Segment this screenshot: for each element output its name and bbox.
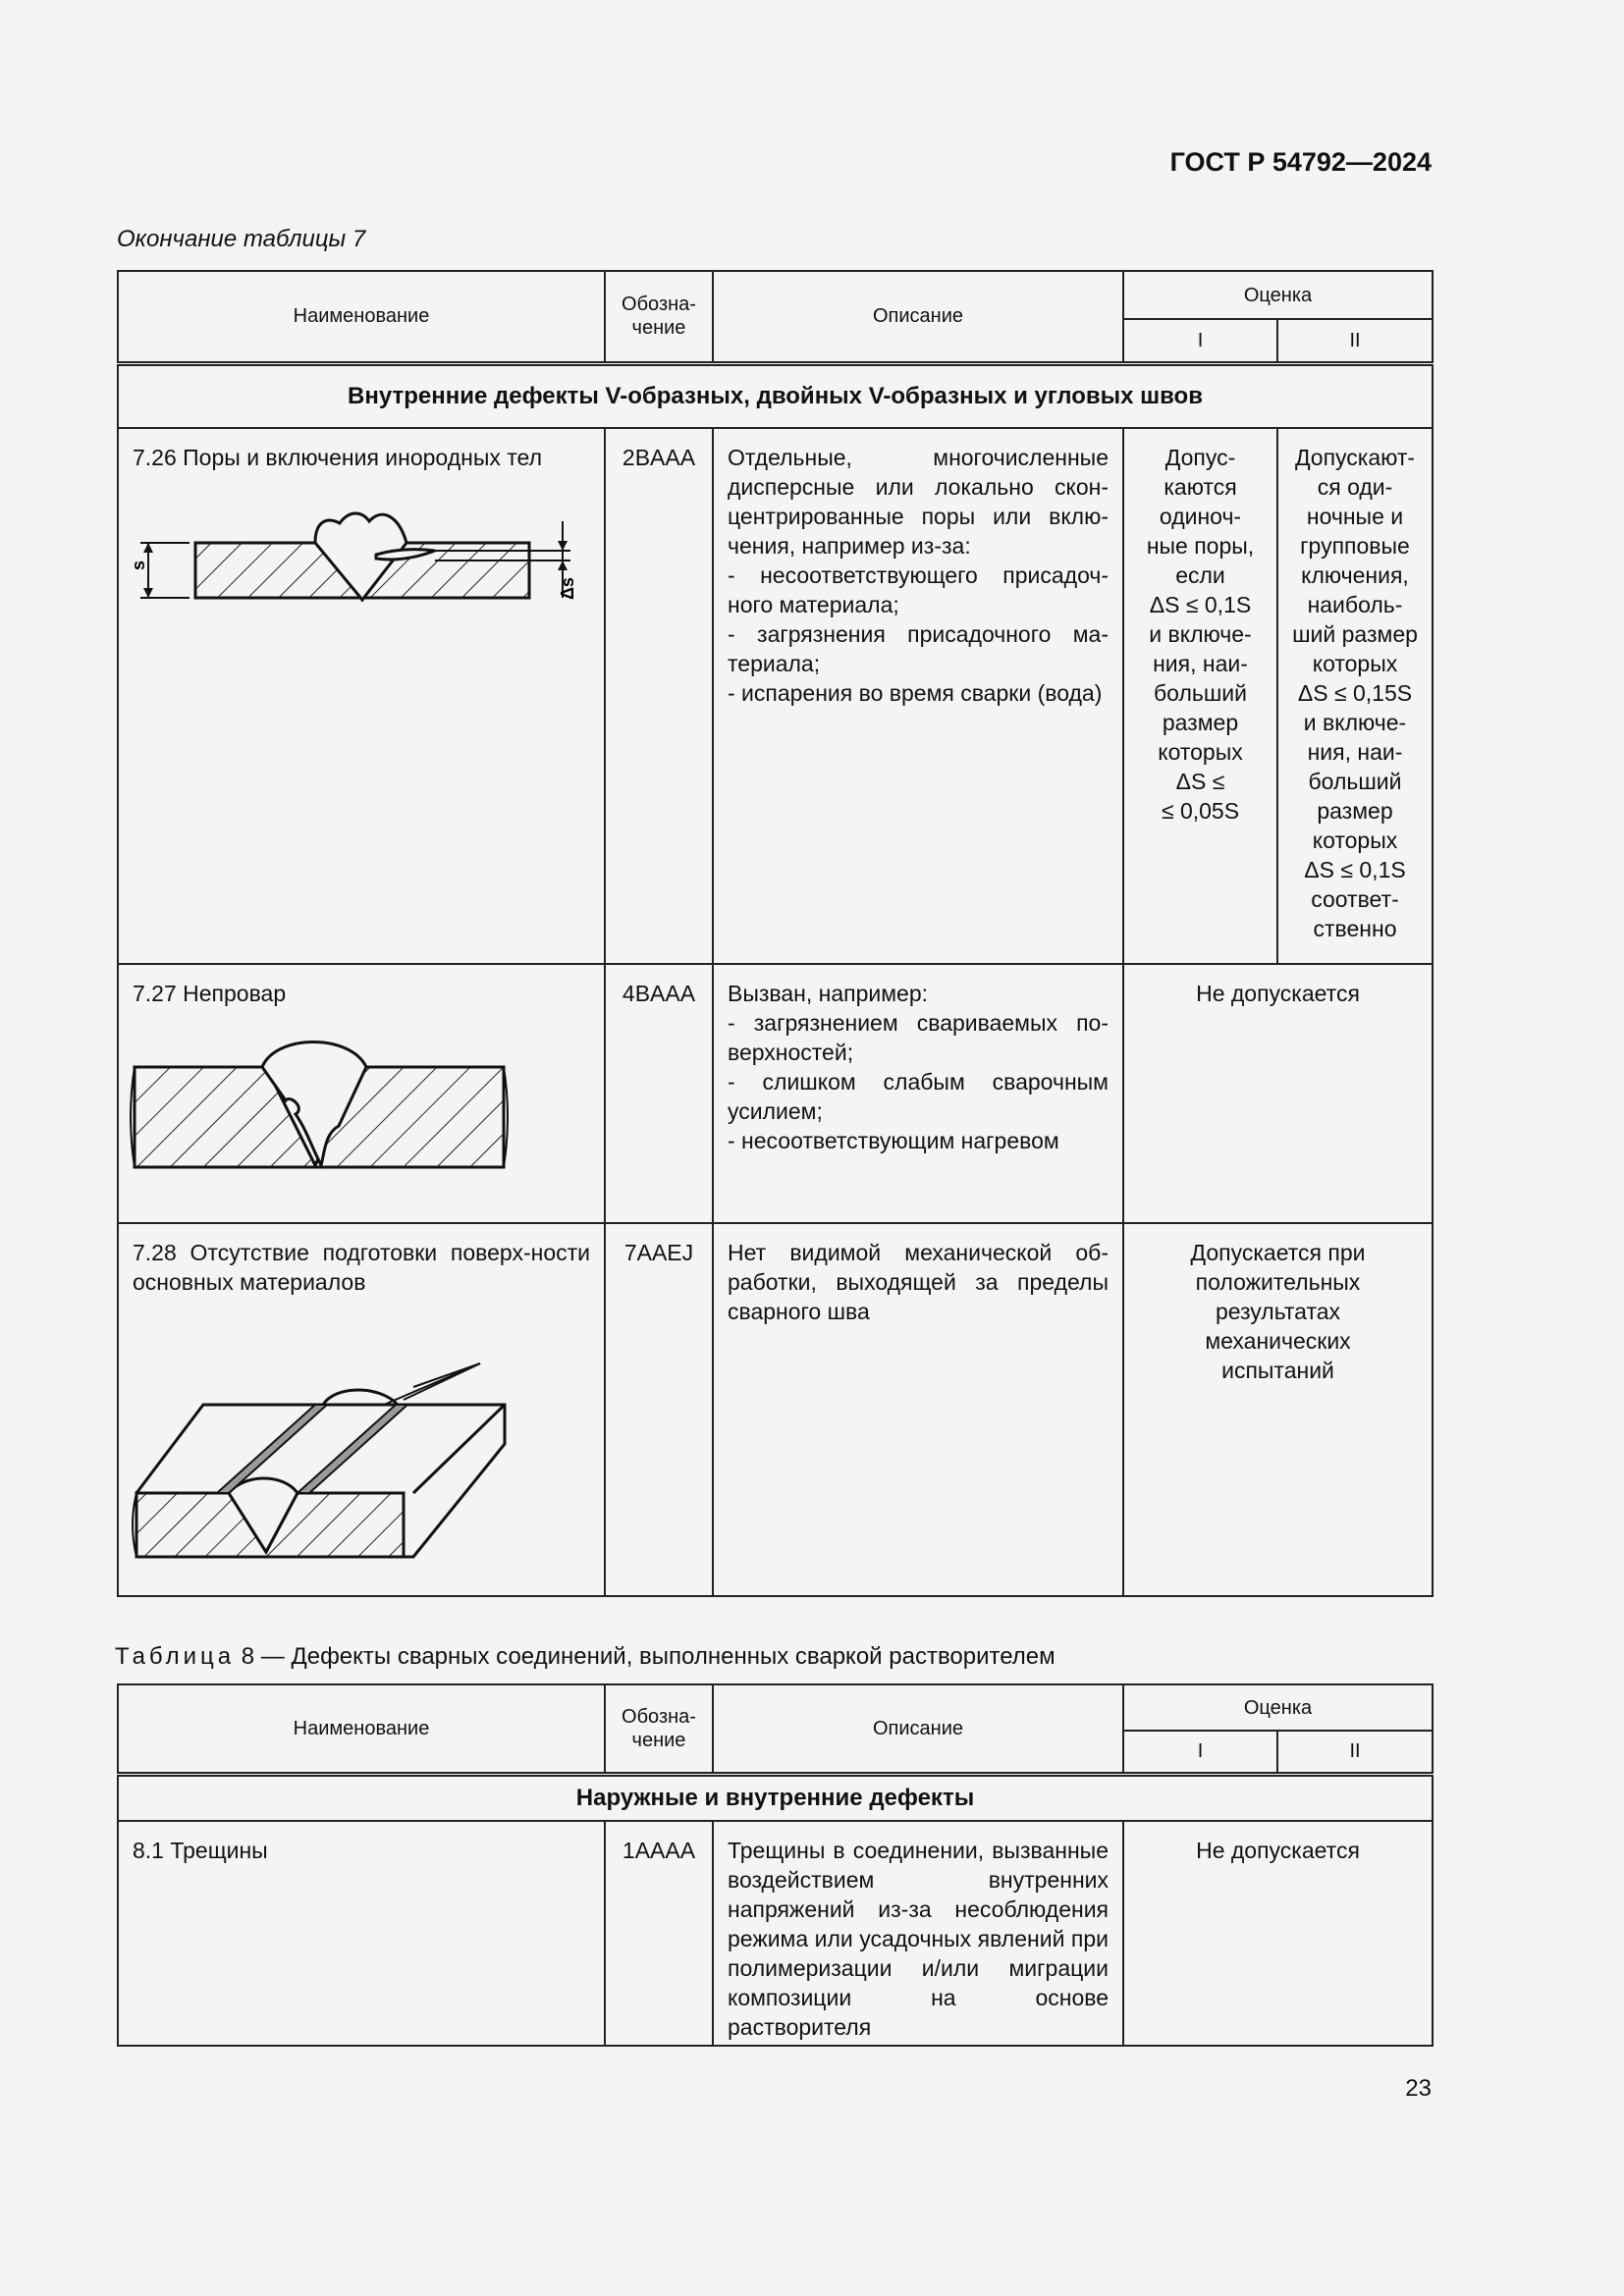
col-header-name: Наименование: [118, 1684, 605, 1774]
table-row: [118, 964, 1433, 1223]
row-grade-2: Допускают- ся оди- ночные и групповые ключения, наиболь- ший размер которых ΔS ≤ 0,15S и включе- ния, наи- больший размер которых ΔS ≤ 0,1S соответ- ственно: [1292, 445, 1418, 941]
row-grade-cell: [1123, 1223, 1433, 1596]
table8-caption-label: Таблица: [115, 1643, 236, 1670]
row-code-cell: [605, 964, 713, 1223]
row-code: 4BAAA: [622, 981, 696, 1006]
col-header-grade: Оценка: [1123, 1684, 1433, 1731]
row-name-cell: [118, 1821, 605, 2046]
col-header-code-line1: Обозна-: [622, 1705, 696, 1728]
row-name: 7.28 Отсутствие подготовки поверх-ности основных материалов: [133, 1240, 590, 1295]
section-title: Наружные и внутренние дефекты: [118, 1774, 1433, 1821]
row-description-cell: [713, 1223, 1123, 1596]
thickness-label: s: [129, 560, 148, 570]
row-code-cell: [605, 1821, 713, 2046]
row-name: 7.27 Непровар: [133, 981, 287, 1006]
col-header-grade-1: I: [1123, 1731, 1277, 1774]
row-description: Отдельные, многочисленные дисперсные или локально скон- центрированные поры или вклю- чения, например из-за: - несоответствующего присадоч- ного материала; - загрязнения присадочного ма- териала; - испарения во время сварки (вода): [728, 445, 1109, 706]
row-name-cell: [118, 1223, 605, 1596]
table-row: [118, 1223, 1433, 1596]
document-number: ГОСТ Р 54792—2024: [1169, 147, 1432, 177]
row-grade: Не допускается: [1196, 981, 1360, 1006]
col-header-grade-2: II: [1277, 319, 1433, 363]
col-header-code-line2: чение: [631, 1729, 686, 1751]
row-description-cell: [713, 428, 1123, 964]
row-description-cell: [713, 1821, 1123, 2046]
row-name-cell: [118, 428, 605, 964]
page-number: 23: [1405, 2075, 1432, 2102]
defect-size-label: Δs: [558, 577, 577, 600]
table8-caption-text: 8 — Дефекты сварных соединений, выполненных сваркой растворителем: [235, 1643, 1056, 1670]
row-code-cell: [605, 1223, 713, 1596]
row-name: 8.1 Трещины: [133, 1838, 268, 1863]
row-description: Трещины в соединении, вызванные воздействием внутренних напряжений из-за несоблюдения режима или усадочных явлений при полимеризации и/или миграции композиции на основе растворителя: [728, 1838, 1109, 2040]
row-description: Нет видимой механической об- работки, выходящей за пределы сварного шва: [728, 1240, 1109, 1324]
col-header-description: Описание: [713, 271, 1123, 363]
row-code: 2BAAA: [622, 445, 696, 470]
col-header-code: [605, 1684, 713, 1774]
col-header-code-line1: Обозна-: [622, 294, 696, 316]
pores-sketch: [119, 482, 600, 629]
table-row: [118, 428, 1433, 964]
row-description-cell: [713, 964, 1123, 1223]
row-grade-1-cell: [1123, 428, 1277, 964]
row-description: Вызван, например: - загрязнением свариваемых по- верхностей; - слишком слабым сварочным усилием; - несоответствующим нагревом: [728, 981, 1109, 1153]
col-header-grade: Оценка: [1123, 271, 1433, 319]
col-header-grade-2: II: [1277, 1731, 1433, 1774]
col-header-description: Описание: [713, 1684, 1123, 1774]
section-title: Внутренние дефекты V-образных, двойных V-образных и угловых швов: [118, 363, 1433, 428]
row-grade-1: Допус- каются одиноч- ные поры, если ΔS ≤ 0,1S и включе- ния, наи- больший размер которых ΔS ≤ ≤ 0,05S: [1146, 445, 1255, 824]
table-8: [117, 1683, 1434, 2047]
row-grade-2-cell: [1277, 428, 1433, 964]
row-code: 1AAAA: [622, 1838, 696, 1863]
row-grade: Допускается при положительных результатах механических испытаний: [1190, 1240, 1366, 1383]
row-grade-cell: [1123, 1821, 1433, 2046]
table8-caption: [115, 1643, 1056, 1671]
col-header-code: [605, 271, 713, 363]
table-7: [117, 270, 1434, 1597]
col-header-name: Наименование: [118, 271, 605, 363]
table7-caption: Окончание таблицы 7: [117, 226, 366, 252]
lack-of-penetration-sketch: [119, 1018, 600, 1204]
table-row: [118, 1821, 1433, 2046]
col-header-code-line2: чение: [631, 317, 686, 340]
row-name-cell: [118, 964, 605, 1223]
row-name: 7.26 Поры и включения инородных тел: [133, 445, 542, 470]
row-grade: Не допускается: [1196, 1838, 1360, 1863]
row-grade-cell: [1123, 964, 1433, 1223]
col-header-grade-1: I: [1123, 319, 1277, 363]
row-code: 7AAEJ: [623, 1240, 694, 1265]
surface-preparation-sketch: [119, 1307, 600, 1572]
row-code-cell: [605, 428, 713, 964]
